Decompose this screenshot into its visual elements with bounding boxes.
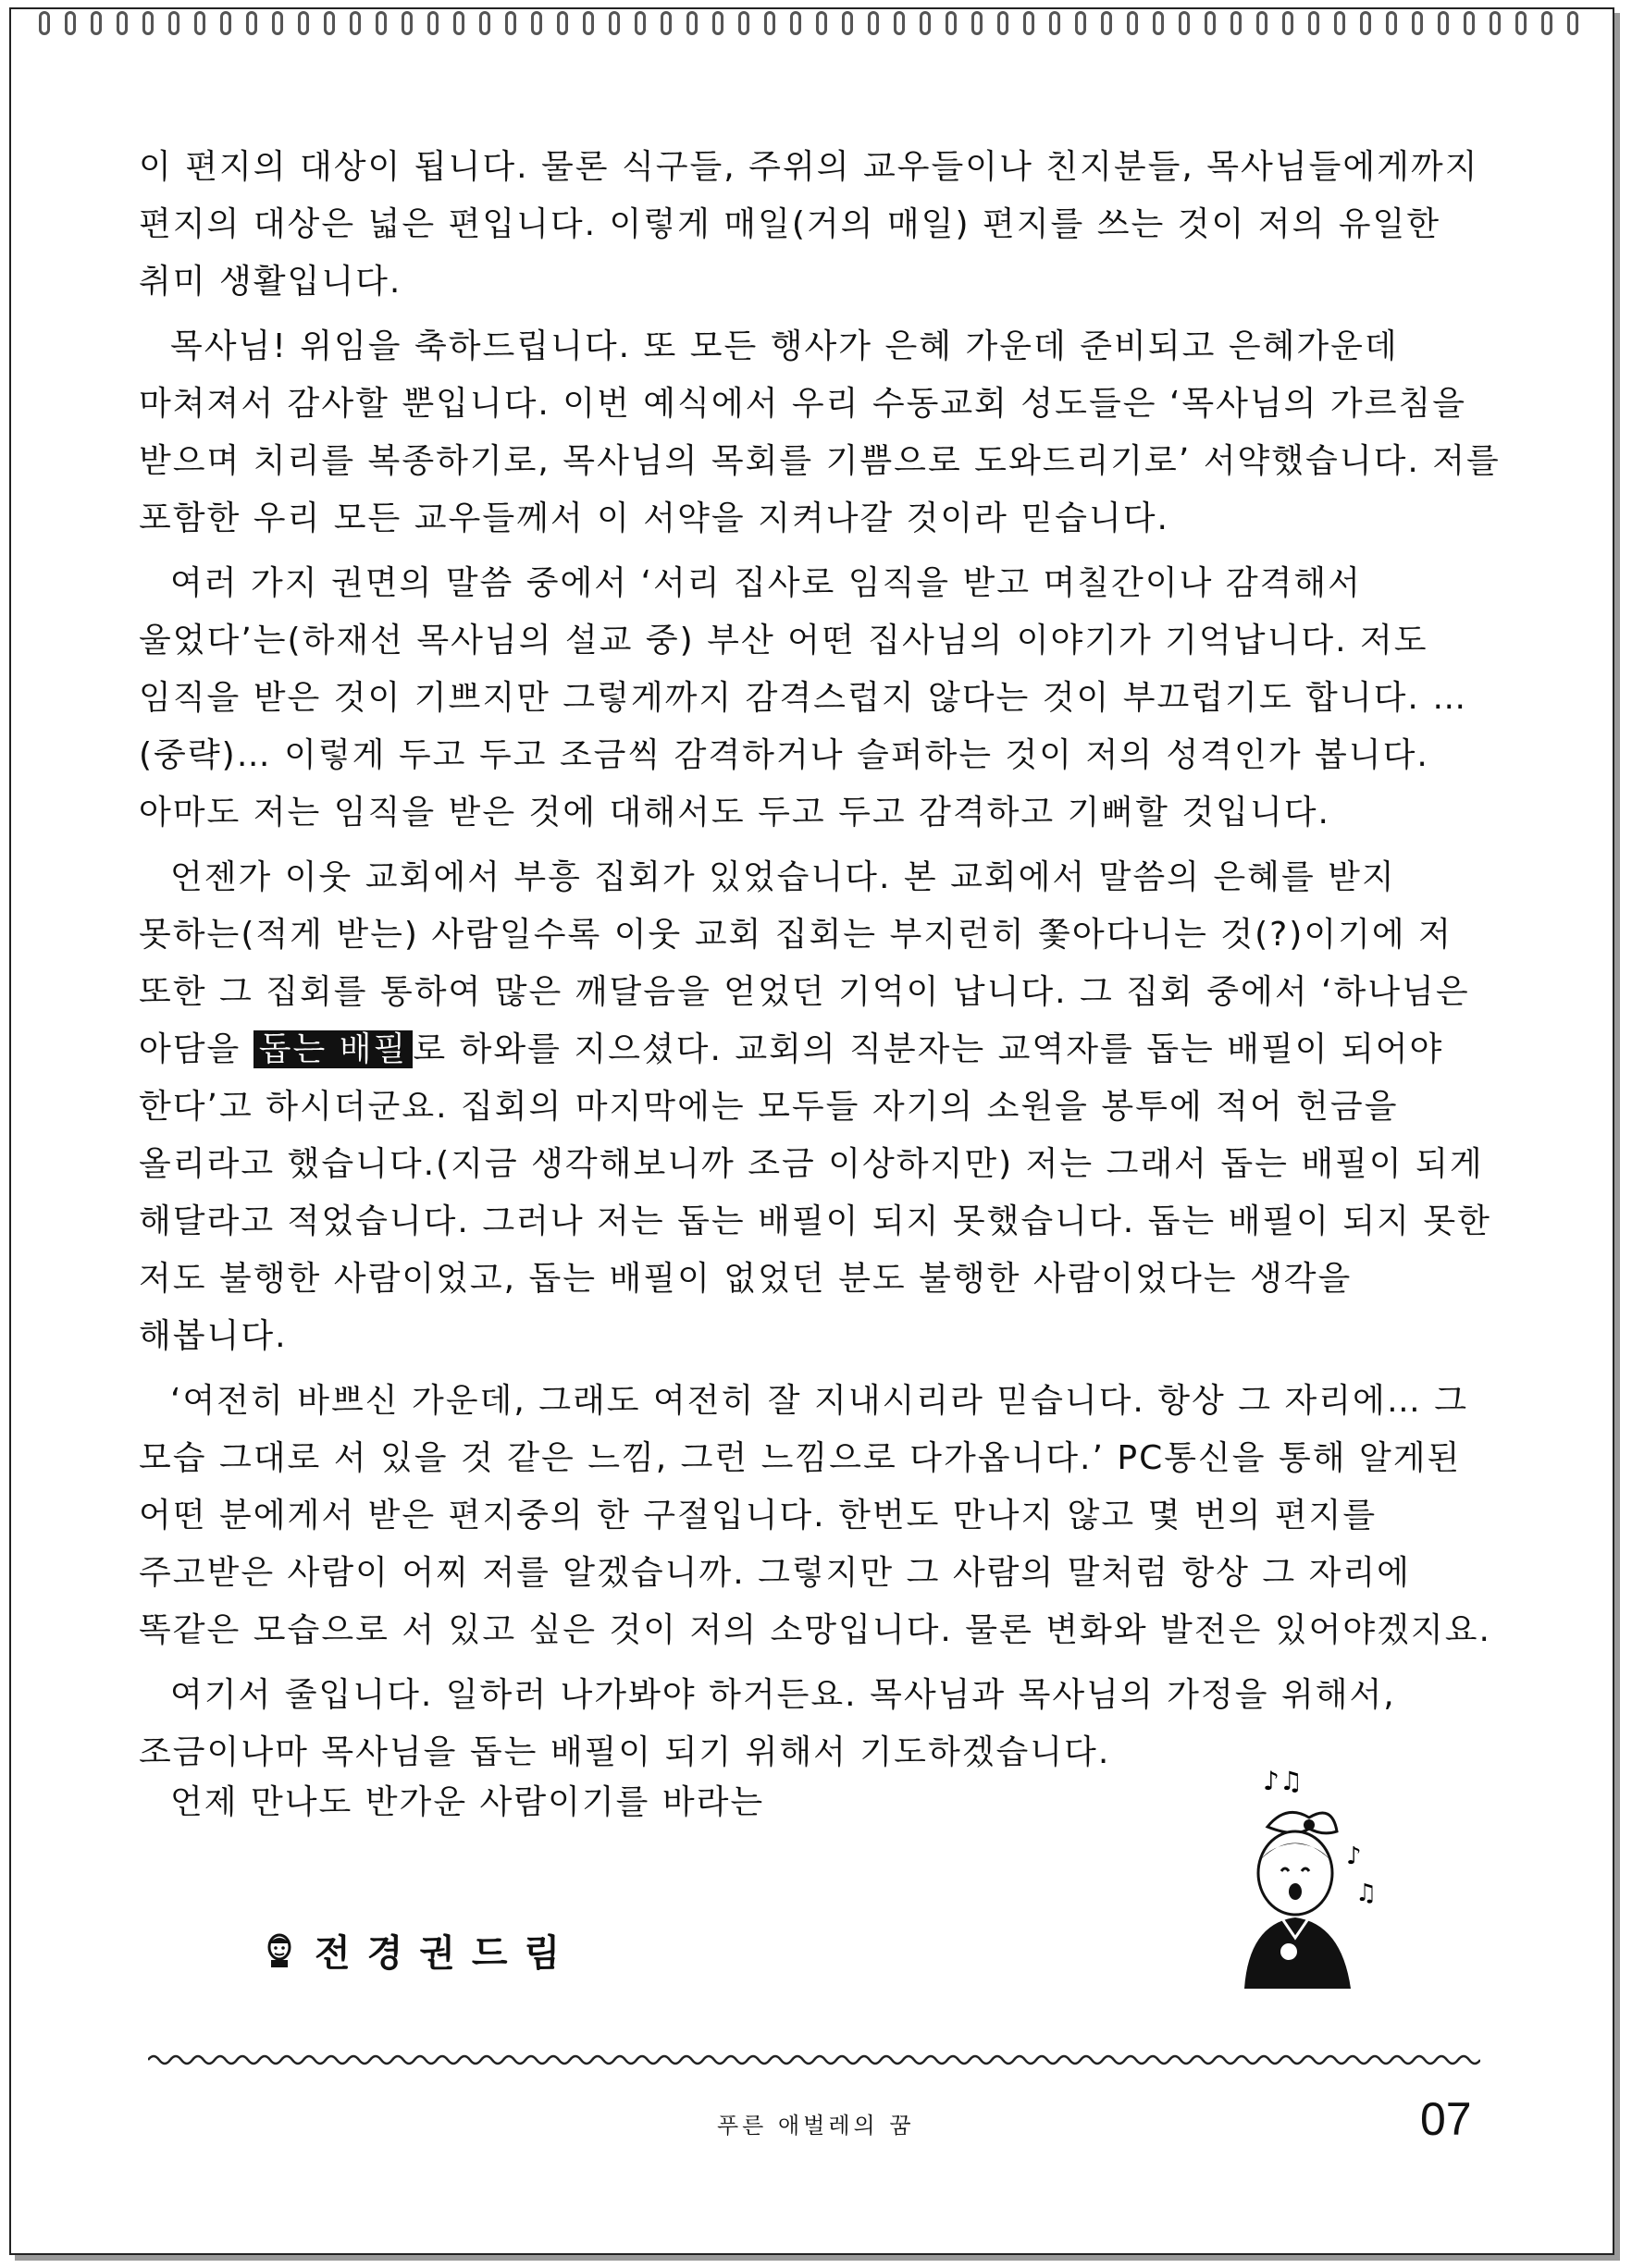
binder-ring xyxy=(920,11,931,35)
paragraph-4-before: 언젠가 이웃 교회에서 부흥 집회가 있었습니다. 본 교회에서 말씀의 은혜를 받지 못하는(적게 받는) 사람일수록 이웃 교회 집회는 부지런히 쫓아다니는 것(?)이기에 저 또한 그 집회를 통하여 많은 깨달음을 얻었던 기억이 납니다. 그 집회 중에서 ‘하나님은 아담을 xyxy=(139,858,1470,1068)
binder-ring xyxy=(1075,11,1086,35)
binder-ring xyxy=(194,11,205,35)
svg-text:♪: ♪ xyxy=(1346,1843,1362,1870)
binder-ring xyxy=(868,11,879,35)
binder-ring xyxy=(531,11,542,35)
binder-ring xyxy=(324,11,335,35)
binder-ring xyxy=(1515,11,1527,35)
highlighted-phrase: 돕는 배필 xyxy=(253,1030,414,1068)
binder-ring xyxy=(142,11,154,35)
binder-ring xyxy=(1360,11,1371,35)
binder-ring xyxy=(557,11,568,35)
binder-ring xyxy=(246,11,257,35)
binder-ring xyxy=(220,11,231,35)
binder-ring xyxy=(971,11,983,35)
binder-ring xyxy=(997,11,1008,35)
paragraph-6: 여기서 줄입니다. 일하러 나가봐야 하거든요. 목사님과 목사님의 가정을 위해서, 조금이나마 목사님을 돕는 배필이 되기 위해서 기도하겠습니다. xyxy=(139,1676,1396,1771)
binder-ring xyxy=(1464,11,1475,35)
binder-ring xyxy=(272,11,283,35)
binder-ring xyxy=(1438,11,1449,35)
binder-ring xyxy=(583,11,594,35)
paragraph-1: 이 편지의 대상이 됩니다. 물론 식구들, 주위의 교우들이나 친지분들, 목사님들에게까지 편지의 대상은 넓은 편입니다. 이렇게 매일(거의 매일) 편지를 쓰는 것이 저의 유일한 취미 생활입니다. xyxy=(139,148,1479,301)
letter-body xyxy=(139,139,1508,1789)
binder-ring xyxy=(816,11,827,35)
binder-ring xyxy=(1256,11,1267,35)
binder-ring xyxy=(790,11,801,35)
paragraph-3: 여러 가지 권면의 말씀 중에서 ‘서리 집사로 임직을 받고 며칠간이나 감격해서 울었다’는(하재선 목사님의 설교 중) 부산 어떤 집사님의 이야기가 기억납니다. 저도 임직을 받은 것이 기쁘지만 그렇게까지 감격스럽지 않다는 것이 부끄럽기도 합니다. …(중략)… 이렇게 두고 두고 조금씩 감격하거나 슬퍼하는 것이 저의 성격인가 봅니다. 아마도 저는 임직을 받은 것에 대해서도 두고 두고 감격하고 기뻐할 것입니다. xyxy=(139,564,1468,832)
binder-ring xyxy=(1179,11,1190,35)
binder-ring xyxy=(1567,11,1578,35)
footer-title: 푸른 애벌레의 꿈 xyxy=(717,2113,915,2139)
binder-ring xyxy=(1308,11,1319,35)
binder-ring xyxy=(402,11,413,35)
binder-ring xyxy=(65,11,76,35)
binder-ring xyxy=(1230,11,1242,35)
binder-ring xyxy=(764,11,775,35)
binder-ring xyxy=(1490,11,1501,35)
paragraph-4 xyxy=(139,849,1508,1365)
binder-rings xyxy=(39,9,1593,46)
binder-ring xyxy=(1541,11,1552,35)
binder-ring xyxy=(609,11,620,35)
binder-ring xyxy=(168,11,179,35)
svg-text:♫: ♫ xyxy=(1355,1880,1378,1907)
binder-ring xyxy=(738,11,749,35)
binder-ring xyxy=(1049,11,1060,35)
binder-ring xyxy=(117,11,128,35)
binder-ring xyxy=(1023,11,1034,35)
binder-ring xyxy=(635,11,646,35)
binder-ring xyxy=(1101,11,1112,35)
binder-ring xyxy=(350,11,361,35)
binder-ring xyxy=(453,11,464,35)
binder-ring xyxy=(479,11,490,35)
binder-ring xyxy=(946,11,957,35)
binder-ring xyxy=(1282,11,1293,35)
binder-ring xyxy=(298,11,309,35)
binder-ring xyxy=(505,11,516,35)
paragraph-4-after: 로 하와를 지으셨다. 교회의 직분자는 교역자를 돕는 배필이 되어야 한다’고 하시더군요. 집회의 마지막에는 모두들 자기의 소원을 봉투에 적어 헌금을 올리라고 했습니다.(지금 생각해보니까 조금 이상하지만) 저는 그래서 돕는 배필이 되게 해달라고 적었습니다. 그러나 저는 돕는 배필이 되지 못했습니다. 돕는 배필이 되지 못한 저도 불행한 사람이었고, 돕는 배필이 없었던 분도 불행한 사람이었다는 생각을 해봅니다. xyxy=(139,1030,1491,1355)
signature xyxy=(264,1924,576,1977)
binder-ring xyxy=(1386,11,1397,35)
binder-ring xyxy=(1412,11,1423,35)
binder-ring xyxy=(1153,11,1164,35)
binder-ring xyxy=(91,11,102,35)
tilde-wave xyxy=(148,2056,1480,2064)
paragraph-5: ‘여전히 바쁘신 가운데, 그래도 여전히 잘 지내시리라 믿습니다. 항상 그 자리에… 그 모습 그대로 서 있을 것 같은 느낌, 그런 느낌으로 다가옵니다.’ PC통신을 통해 알게된 어떤 분에게서 받은 편지중의 한 구절입니다. 한번도 만나지 않고 몇 번의 편지를 주고받은 사람이 어찌 저를 알겠습니까. 그렇지만 그 사람의 말처럼 항상 그 자리에 똑같은 모습으로 서 있고 싶은 것이 저의 소망입니다. 물론 변화와 발전은 있어야겠지요. xyxy=(139,1382,1491,1649)
binder-ring xyxy=(661,11,672,35)
binder-ring xyxy=(842,11,853,35)
binder-ring xyxy=(894,11,905,35)
binder-ring xyxy=(39,11,50,35)
decorative-tilde-rule xyxy=(148,2049,1480,2071)
binder-ring xyxy=(1334,11,1345,35)
paragraph-2: 목사님! 위임을 축하드립니다. 또 모든 행사가 은혜 가운데 준비되고 은혜가운데 마쳐져서 감사할 뿐입니다. 이번 예식에서 우리 수동교회 성도들은 ‘목사님의 가르침을 받으며 치리를 복종하기로, 목사님의 목회를 기쁨으로 도와드리기로’ 서약했습니다. 저를 포함한 우리 모든 교우들께서 이 서약을 지켜나갈 것이라 믿습니다. xyxy=(139,327,1501,537)
binder-ring xyxy=(1205,11,1216,35)
singing-girl-illustration xyxy=(1217,1762,1392,1993)
svg-text:♪♫: ♪♫ xyxy=(1263,1766,1303,1796)
binder-ring xyxy=(427,11,439,35)
binder-ring xyxy=(686,11,698,35)
page-number: 07 xyxy=(1420,2093,1472,2145)
binder-ring xyxy=(376,11,387,35)
binder-ring xyxy=(712,11,723,35)
signature-text: 전경권드림 xyxy=(315,1932,577,1975)
binder-ring xyxy=(1127,11,1138,35)
closing-line: 언제 만나도 반가운 사람이기를 바라는 xyxy=(170,1783,765,1821)
